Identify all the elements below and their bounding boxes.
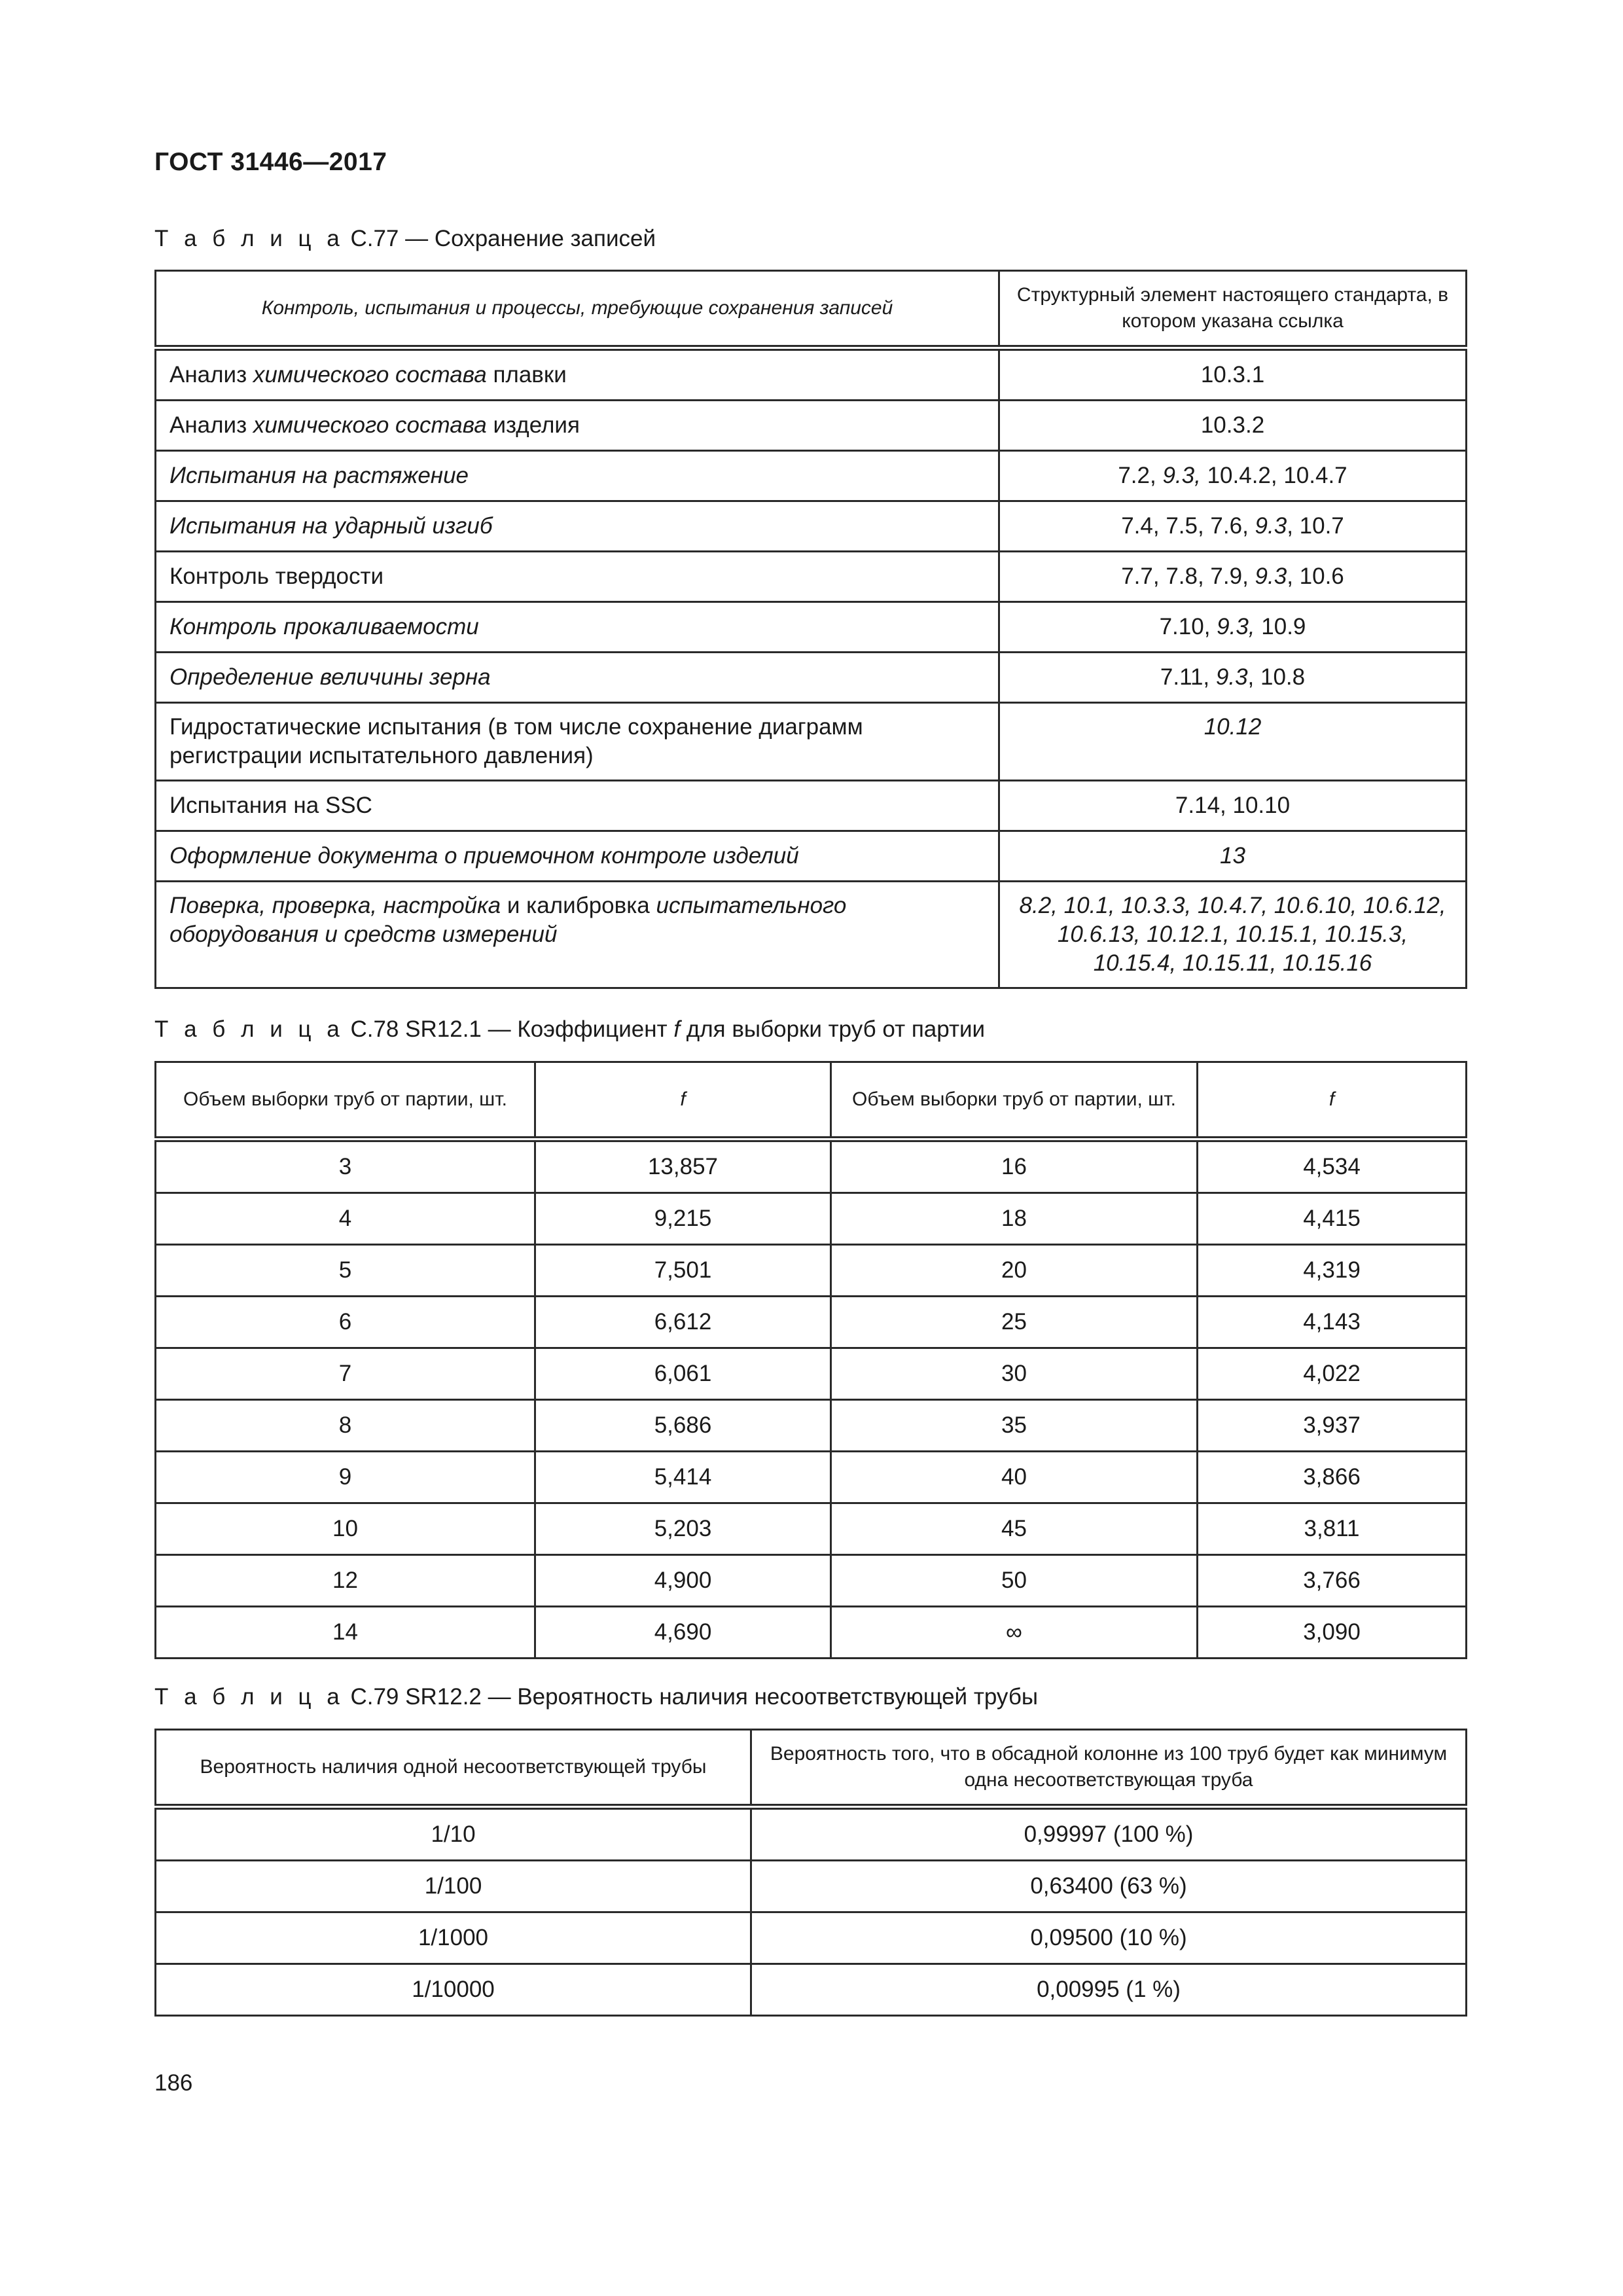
text-fragment: Оформление документа о приемочном контроле изделий <box>169 843 799 869</box>
table79-cell-column-probability: 0,09500 (10 %) <box>751 1912 1467 1964</box>
text-fragment: 7.10, <box>1159 614 1217 639</box>
table78-cell-sample-size: 40 <box>831 1452 1198 1503</box>
text-fragment: , 10.6 <box>1287 564 1344 589</box>
table78-caption-prefix: Т а б л и ц а <box>154 1016 344 1042</box>
table77-caption-title: — Сохранение записей <box>405 226 656 251</box>
table78-cell-sample-size: 5 <box>156 1245 535 1297</box>
table78-cell-sample-size: ∞ <box>831 1607 1198 1659</box>
table77-caption-prefix: Т а б л и ц а <box>154 226 344 251</box>
text-fragment: 7.11, <box>1160 664 1216 690</box>
table78-cell-coefficient-f: 4,143 <box>1198 1297 1467 1348</box>
table77-caption-number: С.77 <box>350 226 399 251</box>
text-fragment: Анализ <box>169 362 253 387</box>
table77-cell-reference <box>999 401 1467 451</box>
text-fragment: 9.3 <box>1255 513 1287 539</box>
table77-cell-process <box>156 401 999 451</box>
text-fragment: 7.14, 10.10 <box>1175 793 1291 818</box>
table-row <box>156 1555 1467 1607</box>
table77-cell-reference <box>999 501 1467 552</box>
table79-header-col1: Вероятность наличия одной несоответствующей трубы <box>156 1730 751 1807</box>
table78-cell-coefficient-f: 4,415 <box>1198 1193 1467 1245</box>
table77-cell-reference <box>999 348 1467 401</box>
table78-cell-coefficient-f: 3,090 <box>1198 1607 1467 1659</box>
table-row <box>156 401 1467 451</box>
table77-cell-process <box>156 451 999 501</box>
table79-cell-column-probability: 0,99997 (100 %) <box>751 1807 1467 1861</box>
table78-cell-coefficient-f: 6,612 <box>535 1297 831 1348</box>
table-row <box>156 882 1467 988</box>
table78-cell-sample-size: 25 <box>831 1297 1198 1348</box>
table78-cell-sample-size: 8 <box>156 1400 535 1452</box>
table77-cell-reference <box>999 781 1467 831</box>
table78-cell-sample-size: 16 <box>831 1139 1198 1193</box>
table78-cell-sample-size: 12 <box>156 1555 535 1607</box>
text-fragment: , 10.8 <box>1247 664 1306 690</box>
table-row <box>156 501 1467 552</box>
table-row <box>156 348 1467 401</box>
table79-caption <box>154 1684 1038 1710</box>
table79-cell-single-probability: 1/10 <box>156 1807 751 1861</box>
table77-cell-reference <box>999 451 1467 501</box>
table-row <box>156 1193 1467 1245</box>
table79-body <box>156 1807 1467 2016</box>
table-row <box>156 1452 1467 1503</box>
text-fragment: 10.3.1 <box>1200 362 1265 387</box>
table77-cell-process <box>156 501 999 552</box>
table77-caption <box>154 226 656 252</box>
table78-caption-f: f <box>673 1016 681 1042</box>
table79-caption-number: С.79 <box>350 1684 399 1710</box>
table77-cell-process <box>156 552 999 602</box>
table77-cell-reference <box>999 831 1467 882</box>
table77-cell-process <box>156 882 999 988</box>
table-row <box>156 781 1467 831</box>
table78 <box>154 1061 1467 1659</box>
table78-cell-coefficient-f: 13,857 <box>535 1139 831 1193</box>
text-fragment: 9.3 <box>1215 664 1248 690</box>
table77-cell-process <box>156 703 999 781</box>
table-row <box>156 1861 1467 1912</box>
table79-header-col2: Вероятность того, что в обсадной колонне из 100 труб будет как минимум одна несоответствующая труба <box>751 1730 1467 1807</box>
text-fragment: плавки <box>486 362 567 387</box>
text-fragment: Поверка, проверка, настройка <box>169 893 501 918</box>
text-fragment: изделия <box>486 412 580 438</box>
table77-body <box>156 348 1467 988</box>
table77-cell-reference <box>999 653 1467 703</box>
table-row <box>156 1400 1467 1452</box>
table-row <box>156 653 1467 703</box>
text-fragment: 9.3 <box>1255 564 1287 589</box>
table79-cell-single-probability: 1/1000 <box>156 1912 751 1964</box>
table78-header-f-1: f <box>535 1062 831 1139</box>
table79-cell-single-probability: 1/100 <box>156 1861 751 1912</box>
text-fragment: Контроль прокаливаемости <box>169 614 479 639</box>
table-row <box>156 602 1467 653</box>
table77-cell-process <box>156 653 999 703</box>
table-row <box>156 552 1467 602</box>
table-row <box>156 1964 1467 2016</box>
table78-cell-coefficient-f: 5,203 <box>535 1503 831 1555</box>
table78-header-f-2: f <box>1198 1062 1467 1139</box>
text-fragment: 10.3.2 <box>1200 412 1265 438</box>
table78-caption-title-b: для выборки труб от партии <box>680 1016 986 1042</box>
table78-cell-coefficient-f: 4,690 <box>535 1607 831 1659</box>
table77-cell-process <box>156 781 999 831</box>
table77-cell-reference <box>999 552 1467 602</box>
table78-cell-coefficient-f: 3,766 <box>1198 1555 1467 1607</box>
table77-cell-process <box>156 348 999 401</box>
text-fragment: 9.3, <box>1162 463 1201 488</box>
table77-cell-process <box>156 602 999 653</box>
table-row <box>156 1245 1467 1297</box>
table-row <box>156 1607 1467 1659</box>
document-header: ГОСТ 31446—2017 <box>154 148 387 176</box>
table78-caption-number: С.78 <box>350 1016 399 1042</box>
table-row <box>156 451 1467 501</box>
table-row <box>156 1297 1467 1348</box>
text-fragment: Испытания на SSC <box>169 793 372 818</box>
table78-cell-coefficient-f: 5,414 <box>535 1452 831 1503</box>
table78-cell-sample-size: 4 <box>156 1193 535 1245</box>
text-fragment: Анализ <box>169 412 253 438</box>
text-fragment: и калибровка <box>501 893 656 918</box>
table78-cell-coefficient-f: 7,501 <box>535 1245 831 1297</box>
text-fragment: Испытания на ударный изгиб <box>169 513 493 539</box>
table79-header-row <box>156 1730 1467 1807</box>
page-number: 186 <box>154 2070 193 2096</box>
text-fragment: Определение величины зерна <box>169 664 491 690</box>
table78-caption <box>154 1016 985 1043</box>
table77-cell-reference <box>999 882 1467 988</box>
table78-cell-sample-size: 7 <box>156 1348 535 1400</box>
table78-header-row <box>156 1062 1467 1139</box>
table78-cell-coefficient-f: 9,215 <box>535 1193 831 1245</box>
table78-cell-coefficient-f: 4,319 <box>1198 1245 1467 1297</box>
table-row <box>156 1807 1467 1861</box>
table78-cell-sample-size: 20 <box>831 1245 1198 1297</box>
text-fragment: химического состава <box>253 362 487 387</box>
table79-cell-column-probability: 0,00995 (1 %) <box>751 1964 1467 2016</box>
table78-cell-coefficient-f: 5,686 <box>535 1400 831 1452</box>
text-fragment: Испытания на растяжение <box>169 463 469 488</box>
table78-cell-sample-size: 50 <box>831 1555 1198 1607</box>
table77-header-col1: Контроль, испытания и процессы, требующие сохранения записей <box>156 271 999 348</box>
table-row <box>156 1348 1467 1400</box>
table77-header-row <box>156 271 1467 348</box>
text-fragment: 13 <box>1220 843 1245 869</box>
table78-cell-coefficient-f: 3,937 <box>1198 1400 1467 1452</box>
table-row <box>156 1139 1467 1193</box>
table78-cell-sample-size: 3 <box>156 1139 535 1193</box>
table78-cell-sample-size: 35 <box>831 1400 1198 1452</box>
table78-cell-sample-size: 9 <box>156 1452 535 1503</box>
table78-cell-sample-size: 30 <box>831 1348 1198 1400</box>
table-row <box>156 703 1467 781</box>
table78-header-sample-size-1: Объем выборки труб от партии, шт. <box>156 1062 535 1139</box>
table77-cell-reference <box>999 602 1467 653</box>
table77-cell-reference <box>999 703 1467 781</box>
table78-body <box>156 1139 1467 1659</box>
table77 <box>154 270 1467 989</box>
table78-cell-coefficient-f: 3,811 <box>1198 1503 1467 1555</box>
table78-caption-title-a: SR12.1 — Коэффициент <box>405 1016 674 1042</box>
table78-cell-coefficient-f: 4,534 <box>1198 1139 1467 1193</box>
text-fragment: 9.3, <box>1217 614 1255 639</box>
text-fragment: испытательного оборудования и средств измерений <box>169 893 847 947</box>
text-fragment: 7.2, <box>1118 463 1163 488</box>
table77-cell-process <box>156 831 999 882</box>
table-row <box>156 831 1467 882</box>
table78-cell-coefficient-f: 3,866 <box>1198 1452 1467 1503</box>
table79-cell-single-probability: 1/10000 <box>156 1964 751 2016</box>
table78-cell-coefficient-f: 4,022 <box>1198 1348 1467 1400</box>
text-fragment: 8.2, 10.1, 10.3.3, 10.4.7, 10.6.10, 10.6.12, 10.6.13, 10.12.1, 10.15.1, 10.15.3, 10.15.4, 10.15.11, 10.15.16 <box>1019 893 1446 976</box>
text-fragment: Контроль твердости <box>169 564 384 589</box>
text-fragment: Гидростатические испытания (в том числе сохранение диаграмм регистрации испытательного давления) <box>169 714 863 768</box>
text-fragment: 10.4.2, 10.4.7 <box>1200 463 1347 488</box>
text-fragment: 10.12 <box>1204 714 1262 740</box>
table78-cell-sample-size: 6 <box>156 1297 535 1348</box>
table78-cell-coefficient-f: 4,900 <box>535 1555 831 1607</box>
table78-cell-sample-size: 45 <box>831 1503 1198 1555</box>
table78-header-sample-size-2: Объем выборки труб от партии, шт. <box>831 1062 1198 1139</box>
text-fragment: 10.9 <box>1255 614 1306 639</box>
text-fragment: 7.4, 7.5, 7.6, <box>1121 513 1255 539</box>
table79-caption-title: SR12.2 — Вероятность наличия несоответствующей трубы <box>405 1684 1039 1710</box>
text-fragment: химического состава <box>253 412 487 438</box>
table78-cell-sample-size: 18 <box>831 1193 1198 1245</box>
table77-header-col2: Структурный элемент настоящего стандарта, в котором указана ссылка <box>999 271 1467 348</box>
table-row <box>156 1503 1467 1555</box>
table-row <box>156 1912 1467 1964</box>
text-fragment: 7.7, 7.8, 7.9, <box>1121 564 1255 589</box>
table79 <box>154 1729 1467 2017</box>
text-fragment: , 10.7 <box>1287 513 1344 539</box>
table79-cell-column-probability: 0,63400 (63 %) <box>751 1861 1467 1912</box>
table79-caption-prefix: Т а б л и ц а <box>154 1684 344 1710</box>
table78-cell-sample-size: 14 <box>156 1607 535 1659</box>
table78-cell-coefficient-f: 6,061 <box>535 1348 831 1400</box>
table78-cell-sample-size: 10 <box>156 1503 535 1555</box>
